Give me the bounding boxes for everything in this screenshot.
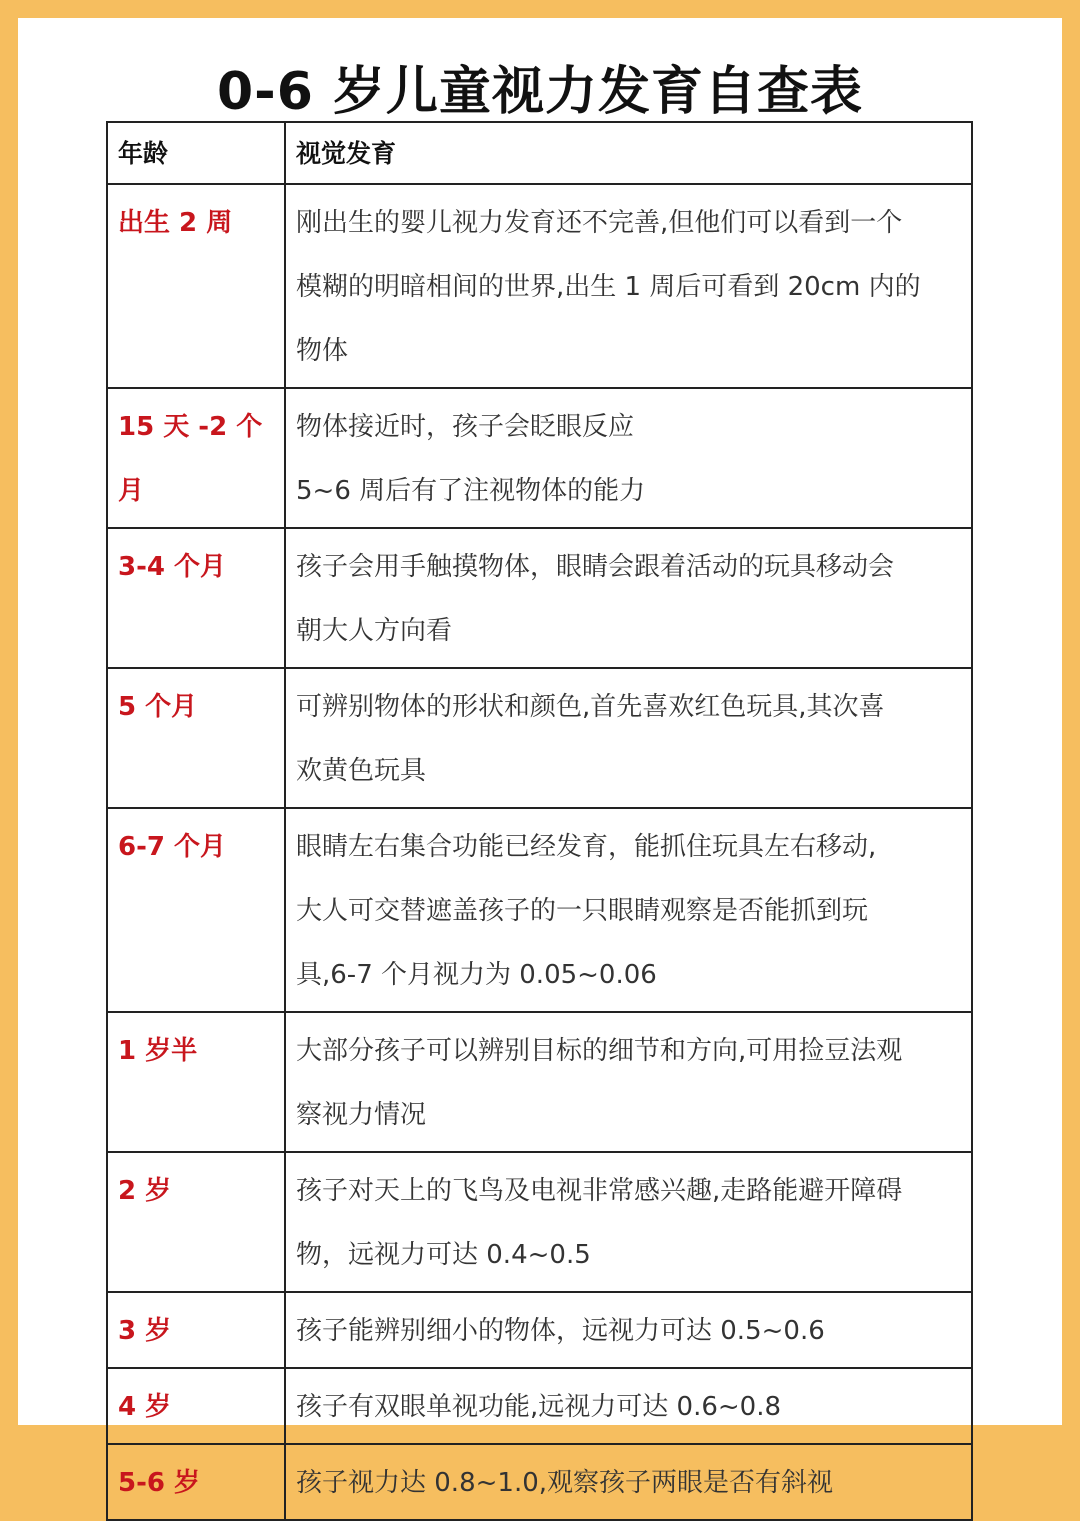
desc-text: 具,6-7 个月视力为 0.05~0.06 [296, 960, 657, 990]
desc-text: 孩子能辨别细小的物体，远视力可达 0.5~0.6 [296, 1316, 825, 1346]
desc-text: 朝大人方向看 [296, 616, 453, 646]
age-text: 1 岁半 [118, 1036, 198, 1066]
age-text: 3-4 个月 [118, 552, 227, 582]
age-text: 5-6 岁 [118, 1468, 201, 1498]
desc-text: 大部分孩子可以辨别目标的细节和方向,可用捡豆法观 [296, 1036, 903, 1066]
header-age: 年龄 [107, 122, 285, 184]
header-development: 视觉发育 [285, 122, 972, 184]
table-row [107, 388, 972, 528]
age-cell [107, 668, 285, 808]
age-cell [107, 388, 285, 528]
desc-text: 孩子有双眼单视功能,远视力可达 0.6~0.8 [296, 1392, 782, 1422]
age-text: 5 个月 [118, 692, 198, 722]
table-row [107, 1152, 972, 1292]
vision-table [106, 121, 973, 1521]
desc-text: 5~6 周后有了注视物体的能力 [296, 476, 646, 506]
age-cell [107, 1152, 285, 1292]
desc-text: 模糊的明暗相间的世界,出生 1 周后可看到 20cm 内的 [296, 272, 921, 302]
age-cell [107, 808, 285, 1012]
table-row [107, 1292, 972, 1368]
table-header-row [107, 122, 972, 184]
age-text: 2 岁 [118, 1176, 172, 1206]
desc-cell [285, 668, 972, 808]
desc-text: 眼睛左右集合功能已经发育，能抓住玩具左右移动, [296, 832, 877, 862]
desc-text: 察视力情况 [296, 1100, 427, 1130]
desc-text: 刚出生的婴儿视力发育还不完善,但他们可以看到一个 [296, 208, 903, 238]
desc-cell [285, 1152, 972, 1292]
desc-text: 物体接近时，孩子会眨眼反应 [296, 412, 635, 442]
desc-text: 物体 [296, 336, 349, 366]
age-text: 15 天 -2 个 [118, 412, 263, 442]
age-cell [107, 1292, 285, 1368]
age-text: 3 岁 [118, 1316, 172, 1346]
desc-cell [285, 1292, 972, 1368]
desc-cell [285, 184, 972, 388]
desc-cell [285, 1368, 972, 1444]
desc-text: 孩子视力达 0.8~1.0,观察孩子两眼是否有斜视 [296, 1468, 834, 1498]
desc-cell [285, 388, 972, 528]
age-text: 出生 2 周 [118, 208, 233, 238]
age-cell [107, 1368, 285, 1444]
desc-text: 大人可交替遮盖孩子的一只眼睛观察是否能抓到玩 [296, 896, 869, 926]
table-row [107, 1444, 972, 1520]
age-text: 4 岁 [118, 1392, 172, 1422]
desc-cell [285, 1012, 972, 1152]
age-text: 6-7 个月 [118, 832, 227, 862]
desc-cell [285, 1444, 972, 1520]
age-cell [107, 184, 285, 388]
age-cell [107, 528, 285, 668]
table-row [107, 528, 972, 668]
page-title: 0-6 岁儿童视力发育自查表 [216, 62, 864, 122]
age-text: 月 [118, 476, 145, 506]
desc-text: 物，远视力可达 0.4~0.5 [296, 1240, 591, 1270]
card [18, 18, 1062, 1498]
desc-cell [285, 528, 972, 668]
table-row [107, 808, 972, 1012]
desc-text: 孩子会用手触摸物体，眼睛会跟着活动的玩具移动会 [296, 552, 895, 582]
table-row [107, 668, 972, 808]
table-row [107, 1012, 972, 1152]
desc-text: 孩子对天上的飞鸟及电视非常感兴趣,走路能避开障碍 [296, 1176, 903, 1206]
table-row [107, 184, 972, 388]
desc-text: 欢黄色玩具 [296, 756, 427, 786]
desc-text: 可辨别物体的形状和颜色,首先喜欢红色玩具,其次喜 [296, 692, 885, 722]
age-cell [107, 1444, 285, 1520]
age-cell [107, 1012, 285, 1152]
table-row [107, 1368, 972, 1444]
desc-cell [285, 808, 972, 1012]
